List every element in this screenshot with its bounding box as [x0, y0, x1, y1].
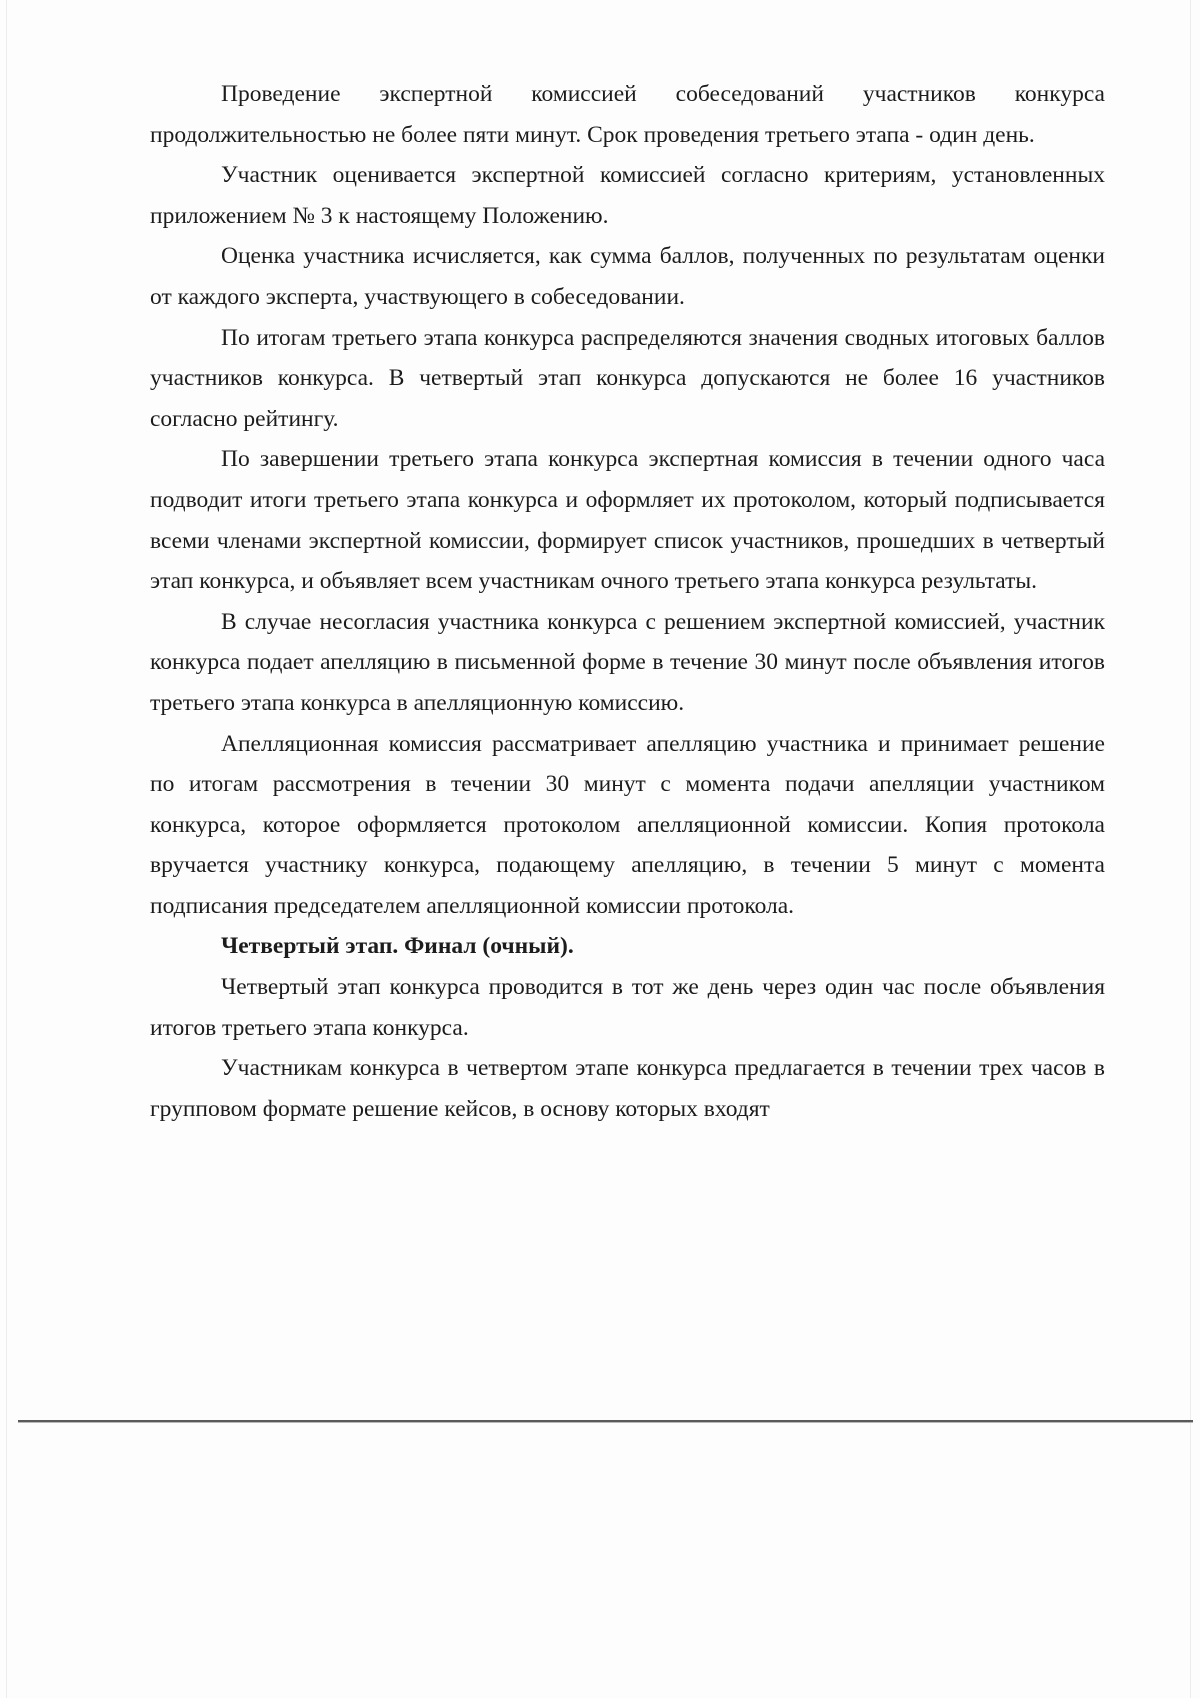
page-bottom-rule [18, 1420, 1193, 1422]
paragraph-interview-duration: Проведение экспертной комиссией собеседований участников конкурса продолжительностью не более пяти минут. Срок проведения третьего этапа - один день. [150, 81, 1105, 148]
paragraph-expert-commission-protocol: По завершении третьего этапа конкурса экспертная комиссия в течении одного часа подводит итоги третьего этапа конкурса и оформляет их протоколом, который подписывается всеми членами экспертной комиссии, формирует список участников, прошедших в четвертый этап конкурса, и объявляет всем участникам очного третьего этапа конкурса результаты. [150, 446, 1105, 595]
scan-edge-left [6, 0, 7, 1698]
paragraph-final-stage-cases: Участникам конкурса в четвертом этапе конкурса предлагается в течении трех часов в групповом формате решение кейсов, в основу которых входят [150, 1055, 1105, 1122]
scan-edge-right [1190, 0, 1191, 1698]
paragraph-final-stage-timing: Четвертый этап конкурса проводится в тот же день через один час после объявления итогов третьего этапа конкурса. [150, 974, 1105, 1041]
document-body [150, 74, 1105, 1129]
paragraph-score-calculation: Оценка участника исчисляется, как сумма баллов, полученных по результатам оценки от каждого эксперта, участвующего в собеседовании. [150, 243, 1105, 310]
paragraph-appeal-submission: В случае несогласия участника конкурса с решением экспертной комиссией, участник конкурса подает апелляцию в письменной форме в течение 30 минут после объявления итогов третьего этапа конкурса в апелляционную комиссию. [150, 608, 1105, 716]
paragraph-appeal-commission: Апелляционная комиссия рассматривает апелляцию участника и принимает решение по итогам рассмотрения в течении 30 минут с момента подачи апелляции участником конкурса, которое оформляется протоколом апелляционной комиссии. Копия протокола вручается участнику конкурса, подающему апелляцию, в течении 5 минут с момента подписания председателем апелляционной комиссии протокола. [150, 730, 1105, 919]
section-heading-final-stage: Четвертый этап. Финал (очный). [221, 933, 574, 960]
paragraph-stage-three-results: По итогам третьего этапа конкурса распределяются значения сводных итоговых баллов участников конкурса. В четвертый этап конкурса допускаются не более 16 участников согласно рейтингу. [150, 324, 1105, 432]
paragraph-evaluation-criteria: Участник оценивается экспертной комиссией согласно критериям, установленных приложением № 3 к настоящему Положению. [150, 162, 1105, 229]
